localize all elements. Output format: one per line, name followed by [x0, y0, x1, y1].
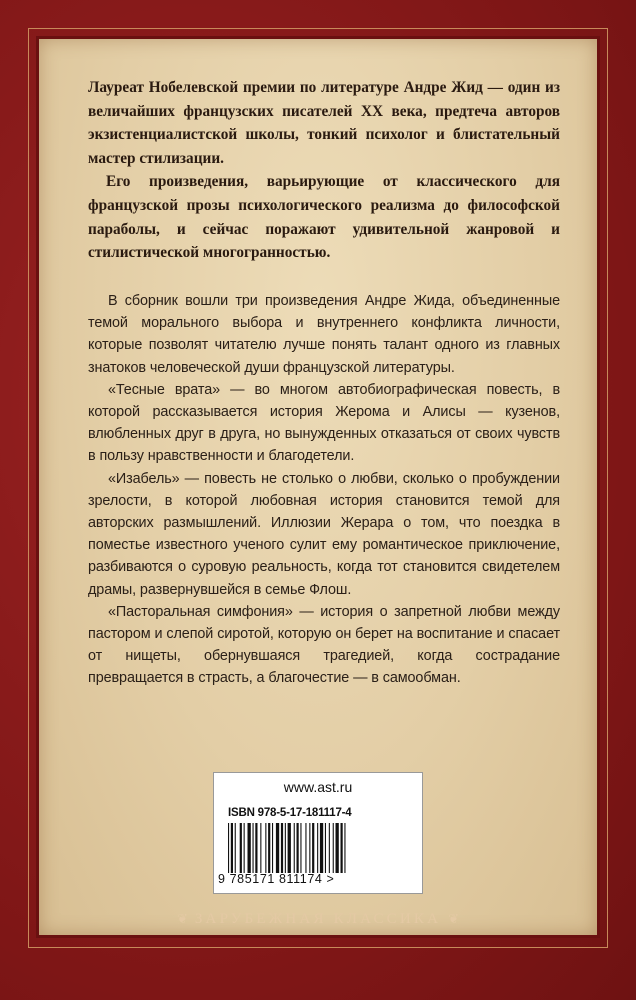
intro-block	[88, 76, 560, 265]
annotation-paragraph-4: «Пасторальная симфония» — история о запретной любви между пастором и слепой сиротой, которую он берет на воспитание и спасает от нищеты, обернувшаяся трагедией, когда сострадание превращается в страсть, а благочестие — в самообман.	[88, 603, 560, 687]
isbn-label: ISBN 978-5-17-181117-4	[228, 807, 352, 819]
annotation-block	[88, 290, 560, 690]
ornament-right-icon: ❦	[448, 911, 460, 926]
publisher-website: www.ast.ru	[283, 779, 353, 795]
annotation-paragraph-3: «Изабель» — повесть не столько о любви, сколько о пробуждении зрелости, в которой любовная история становится темой для авторских размышлений. Иллюзии Жерара о том, что поездка в поместье известного ученого сулит ему романтическое приключение, разбиваются о суровую реальность, когда тот становится свидетелем драмы, развернувшейся в семье Флош.	[88, 470, 560, 598]
barcode-digits: 9 785171 811174 >	[218, 872, 335, 886]
ornament-left-icon: ❦	[176, 911, 188, 926]
annotation-paragraph-1: В сборник вошли три произведения Андре Жида, объединенные темой морального выбора и внутреннего конфликта личности, которые позволят читателю лучше понять талант одного из главных знатоков человеческой души французской литературы.	[88, 293, 560, 376]
series-name: ЗАРУБЕЖНАЯ КЛАССИКА	[194, 911, 442, 927]
series-title	[0, 911, 636, 928]
annotation-paragraph-2: «Тесные врата» — во многом автобиографическая повесть, в которой рассказывается история Жерома и Алисы — кузенов, влюбленных друг в друга, но вынужденных отказаться от своих чувств в пользу нравственности и благодетели.	[88, 381, 560, 465]
intro-paragraph-2: Его произведения, варьирующие от классического для французской прозы психологического реализма до философской параболы, и сейчас поражают удивительной жанровой и стилистической многогранностью.	[88, 173, 560, 262]
barcode-icon	[228, 823, 412, 873]
barcode-box	[213, 772, 423, 894]
intro-paragraph-1: Лауреат Нобелевской премии по литературе Андре Жид — один из величайших французских писателей XX века, предтеча авторов экзистенциалистской школы, тонкий психолог и блистательный мастер стилизации.	[88, 79, 560, 167]
